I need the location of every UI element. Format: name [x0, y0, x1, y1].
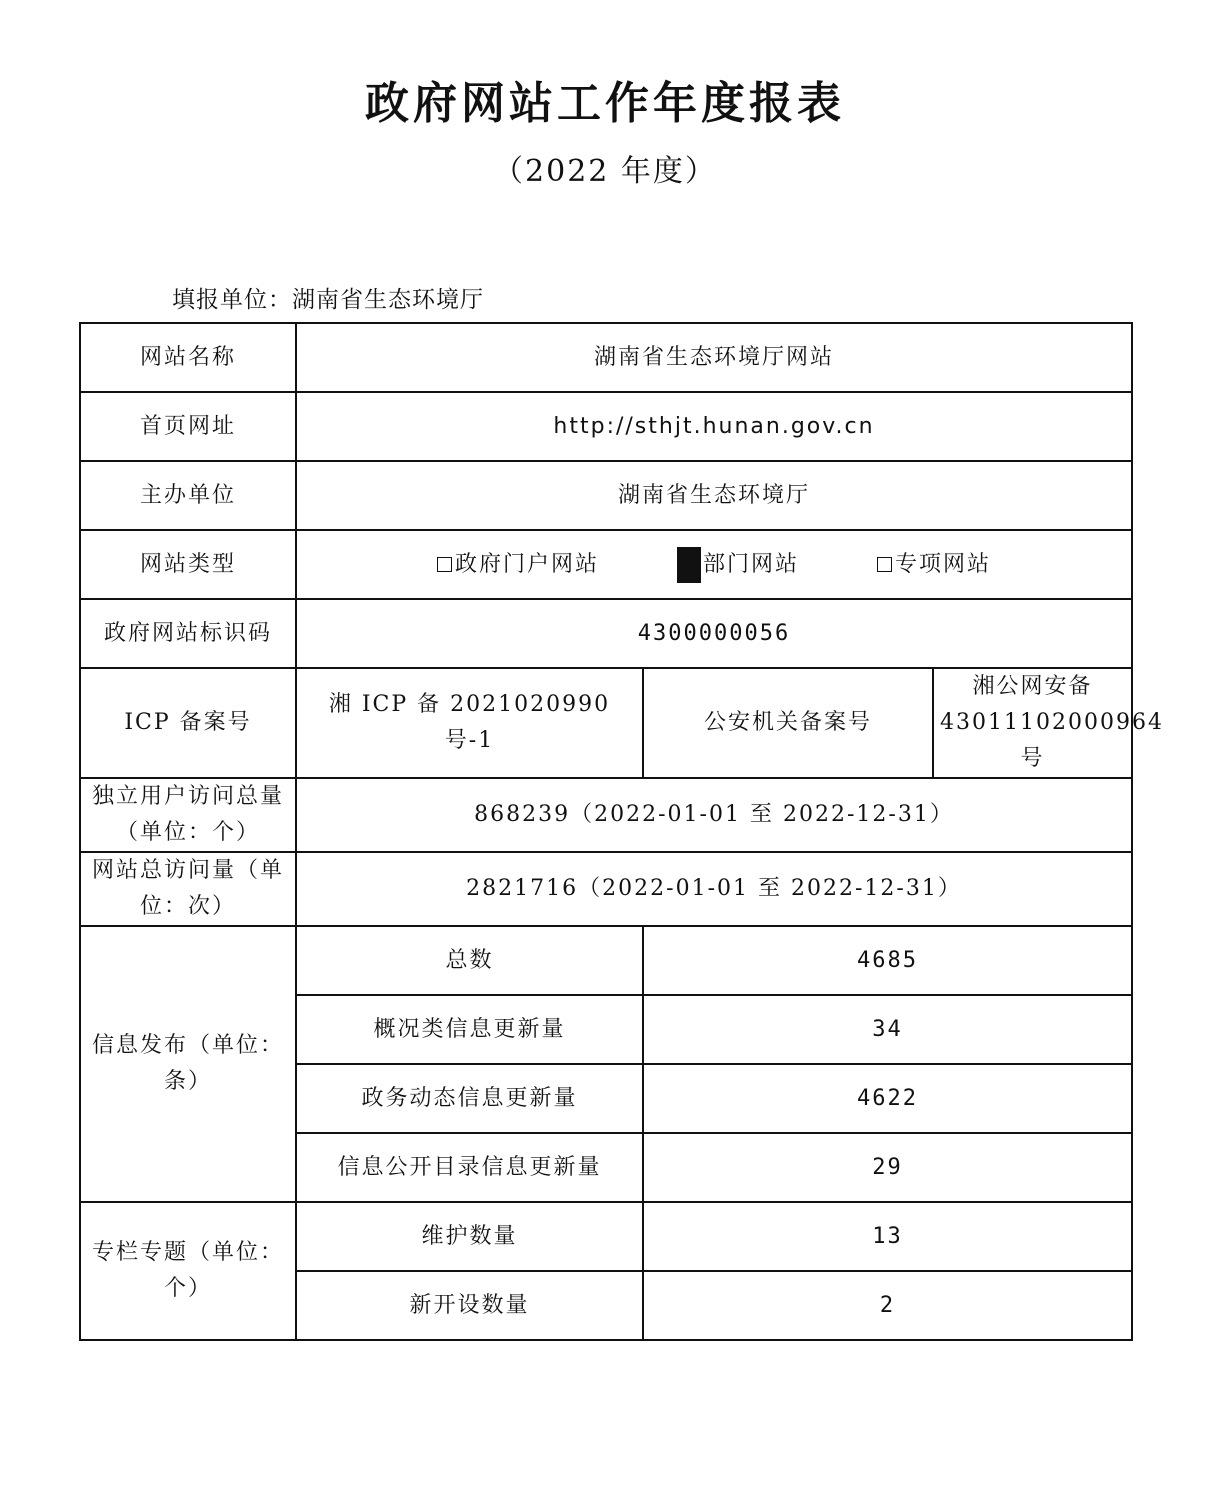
table-row	[80, 778, 1132, 852]
site-type-option-department	[677, 547, 799, 583]
unchecked-box-icon	[877, 557, 892, 572]
columns-item-value: 2	[643, 1271, 1132, 1340]
report-table	[79, 322, 1164, 1341]
info-release-item-value: 4685	[643, 926, 1132, 995]
columns-item-label: 维护数量	[296, 1202, 643, 1271]
unique-visitors-label: 独立用户访问总量（单位：个）	[80, 778, 296, 852]
icp-label: ICP 备案号	[80, 668, 296, 778]
info-release-item-label: 概况类信息更新量	[296, 995, 643, 1064]
table-row	[80, 1202, 1132, 1271]
site-type-option-portal	[437, 547, 599, 583]
info-release-item-value: 4622	[643, 1064, 1132, 1133]
columns-item-label: 新开设数量	[296, 1271, 643, 1340]
site-type-option-label: 专项网站	[895, 551, 992, 577]
unchecked-box-icon	[437, 557, 452, 572]
info-release-item-value: 29	[643, 1133, 1132, 1202]
total-visits-label: 网站总访问量（单位：次）	[80, 852, 296, 926]
info-release-item-value: 34	[643, 995, 1132, 1064]
sponsor-label: 主办单位	[80, 461, 296, 530]
columns-item-value: 13	[643, 1202, 1132, 1271]
police-record-value: 湘公网安备 43011102000964 号	[933, 668, 1132, 778]
info-release-item-label: 政务动态信息更新量	[296, 1064, 643, 1133]
icp-value: 湘 ICP 备 2021020990 号-1	[296, 668, 643, 778]
report-year: （2022 年度）	[493, 154, 717, 189]
table-row	[80, 461, 1132, 530]
report-title: 政府网站工作年度报表	[365, 78, 845, 129]
info-release-label: 信息发布（单位：条）	[80, 926, 296, 1202]
table-row	[80, 926, 1132, 995]
info-release-item-label: 总数	[296, 926, 643, 995]
site-type-options	[296, 530, 1132, 599]
site-code-value: 4300000056	[296, 599, 1132, 668]
site-code-label: 政府网站标识码	[80, 599, 296, 668]
table-row	[80, 599, 1132, 668]
police-record-label: 公安机关备案号	[643, 668, 933, 778]
site-type-option-special	[877, 547, 991, 583]
site-name-label: 网站名称	[80, 323, 296, 392]
site-type-option-label: 政府门户网站	[454, 551, 599, 577]
columns-label: 专栏专题（单位：个）	[80, 1202, 296, 1340]
sponsor-value: 湖南省生态环境厅	[296, 461, 1132, 530]
table-row	[80, 668, 1132, 778]
site-type-option-label: 部门网站	[702, 551, 799, 577]
unique-visitors-value: 868239（2022-01-01 至 2022-12-31）	[296, 778, 1132, 852]
table-row	[80, 530, 1132, 599]
checked-box-icon	[677, 547, 701, 583]
table-row	[80, 852, 1132, 926]
homepage-label: 首页网址	[80, 392, 296, 461]
info-release-item-label: 信息公开目录信息更新量	[296, 1133, 643, 1202]
filling-unit: 填报单位：湖南省生态环境厅	[172, 287, 484, 313]
table-row	[80, 392, 1132, 461]
site-type-label: 网站类型	[80, 530, 296, 599]
table-row	[80, 323, 1132, 392]
homepage-url: http://sthjt.hunan.gov.cn	[296, 392, 1132, 461]
site-name-value: 湖南省生态环境厅网站	[296, 323, 1132, 392]
total-visits-value: 2821716（2022-01-01 至 2022-12-31）	[296, 852, 1132, 926]
